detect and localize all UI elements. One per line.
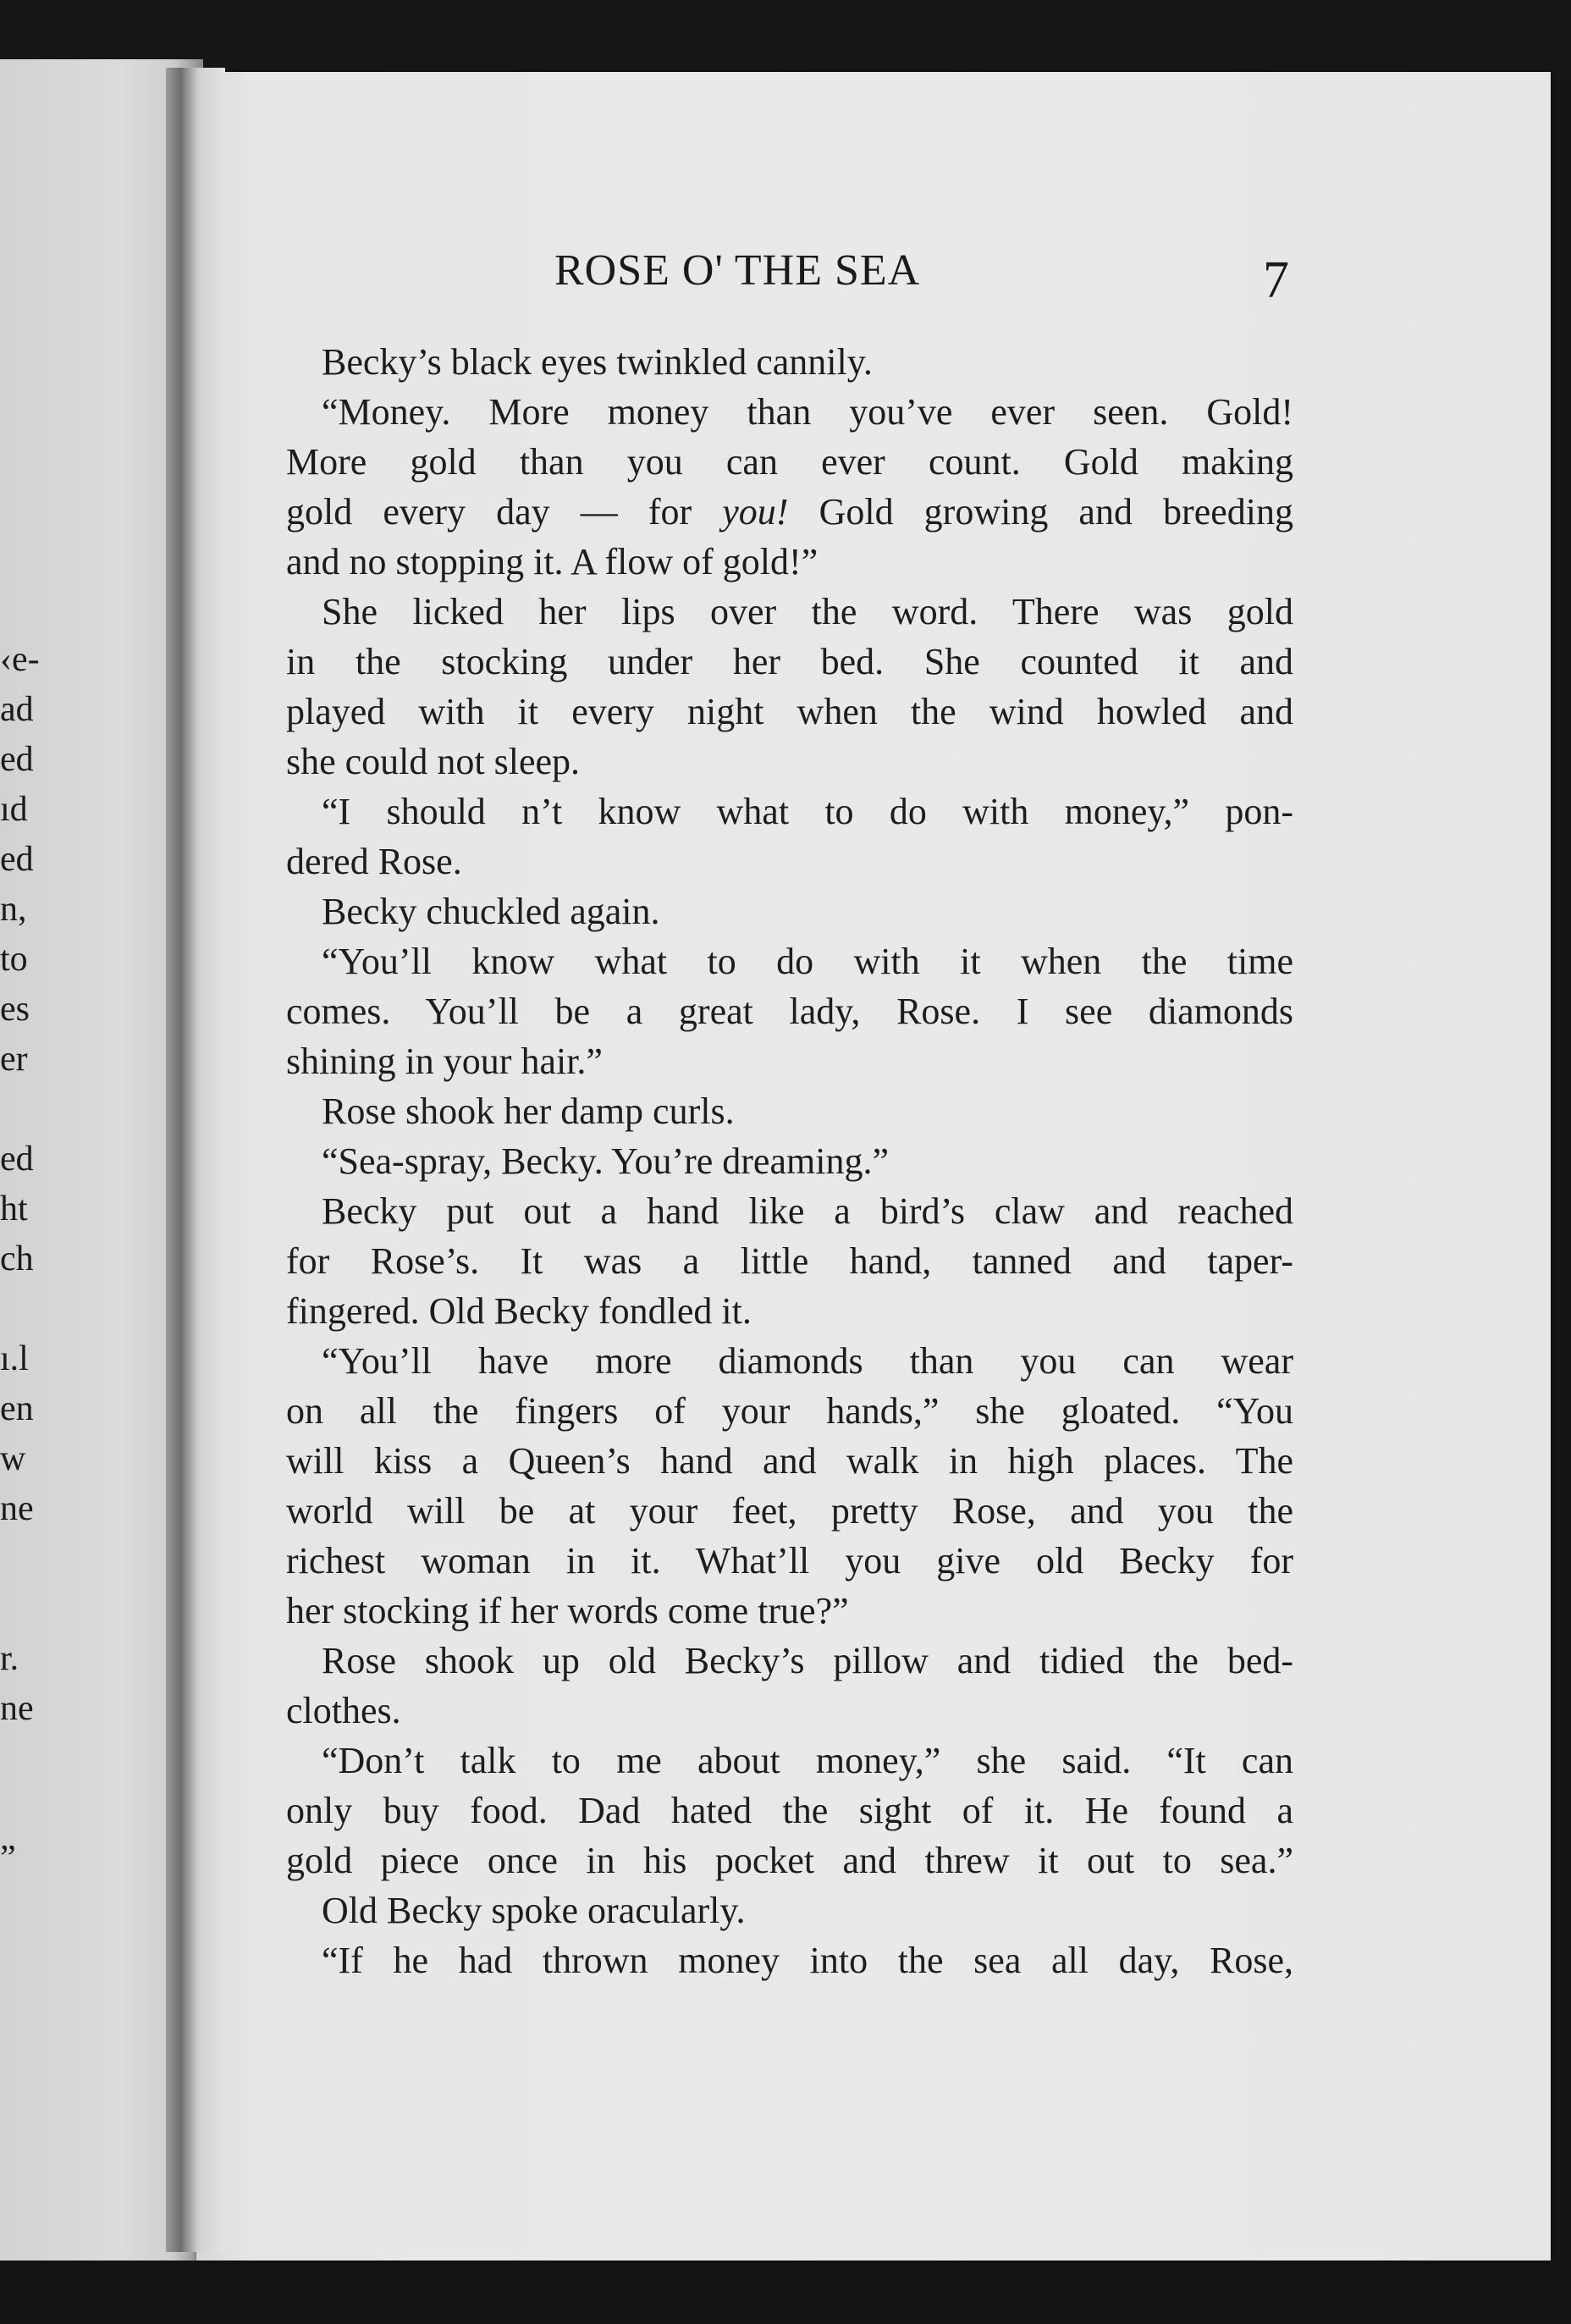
left-page-fragment: ht [0,1190,28,1228]
left-page-fragment: ” [0,1839,16,1878]
left-page-fragment: ıd [0,790,28,829]
text-line: gold every day — for you! Gold growing and breeding [286,491,1293,533]
left-page-fragment: ed [0,740,34,779]
text-line: More gold than you can ever count. Gold making [286,441,1293,483]
left-page-fragment: ı.l [0,1339,29,1378]
left-page-fragment [0,1284,85,1334]
text-line: fingered. Old Becky fondled it. [286,1290,752,1332]
left-page-fragment: ch [0,1239,34,1278]
left-page-fragment [0,1085,85,1134]
text-line: will kiss a Queen’s hand and walk in high places. The [286,1440,1293,1482]
background-top [0,0,1571,80]
left-page-fragment [0,1734,85,1784]
text-line: on all the fingers of your hands,” she gloated. “You [286,1390,1293,1432]
text-line: Becky put out a hand like a bird’s claw and reached [322,1190,1293,1232]
left-page-fragment: er [0,1040,28,1079]
text-line: Rose shook up old Becky’s pillow and tidied the bed- [322,1640,1293,1681]
left-page-fragment: ‹e- [0,640,40,679]
text-line: Becky chuckled again. [322,891,660,932]
text-line: for Rose’s. It was a little hand, tanned and taper- [286,1240,1293,1282]
left-page-fragment: r. [0,1639,19,1678]
page-number: 7 [1263,251,1289,309]
text-line: dered Rose. [286,841,462,882]
running-head: ROSE O' THE SEA [554,246,921,295]
left-page-fragment: en [0,1389,34,1428]
text-line: “You’ll have more diamonds than you can wear [322,1340,1293,1382]
text-line: her stocking if her words come true?” [286,1590,849,1631]
text-line: shining in your hair.” [286,1041,603,1082]
text-line: Becky’s black eyes twinkled cannily. [322,341,873,383]
left-page-fragment [0,1584,85,1634]
left-page-fragment: ed [0,840,34,879]
left-page-fragment: to [0,940,28,979]
left-page-fragment: ed [0,1140,34,1179]
text-line: she could not sleep. [286,741,581,782]
text-line: gold piece once in his pocket and threw it out to sea.” [286,1840,1293,1881]
left-page-fragment [0,1784,85,1834]
text-line: “Money. More money than you’ve ever seen. Gold! [322,391,1293,433]
text-line: “Don’t talk to me about money,” she said. “It can [322,1740,1293,1781]
left-page-fragment: ne [0,1689,34,1728]
body-text [286,337,1293,1985]
left-page-text-fragments [0,635,85,1884]
left-page-fragment [0,1534,85,1584]
left-page-fragment: ad [0,690,34,729]
left-page-fragment: ne [0,1489,34,1528]
text-line: “Sea-spray, Becky. You’re dreaming.” [322,1140,889,1182]
text-line: and no stopping it. A flow of gold!” [286,541,819,582]
text-line: played with it every night when the wind howled and [286,691,1293,732]
text-line: only buy food. Dad hated the sight of it. He found a [286,1790,1293,1831]
text-line: “You’ll know what to do with it when the time [322,941,1293,982]
text-line: in the stocking under her bed. She counted it and [286,641,1293,682]
text-line: She licked her lips over the word. There was gold [322,591,1293,632]
left-page-fragment: n, [0,890,27,929]
book-gutter [166,68,225,2252]
text-line: “I should n’t know what to do with money,” pon- [322,791,1293,832]
text-line: Old Becky spoke oracularly. [322,1890,746,1931]
text-line: clothes. [286,1690,401,1731]
text-line: world will be at your feet, pretty Rose, and you the [286,1490,1293,1532]
text-line: “If he had thrown money into the sea all day, Rose, [322,1940,1293,1981]
text-line: richest woman in it. What’ll you give old Becky for [286,1540,1293,1582]
left-page-fragment: w [0,1439,26,1478]
text-line: comes. You’ll be a great lady, Rose. I see diamonds [286,991,1293,1032]
left-page-fragment: es [0,990,30,1029]
text-line: Rose shook her damp curls. [322,1090,735,1132]
